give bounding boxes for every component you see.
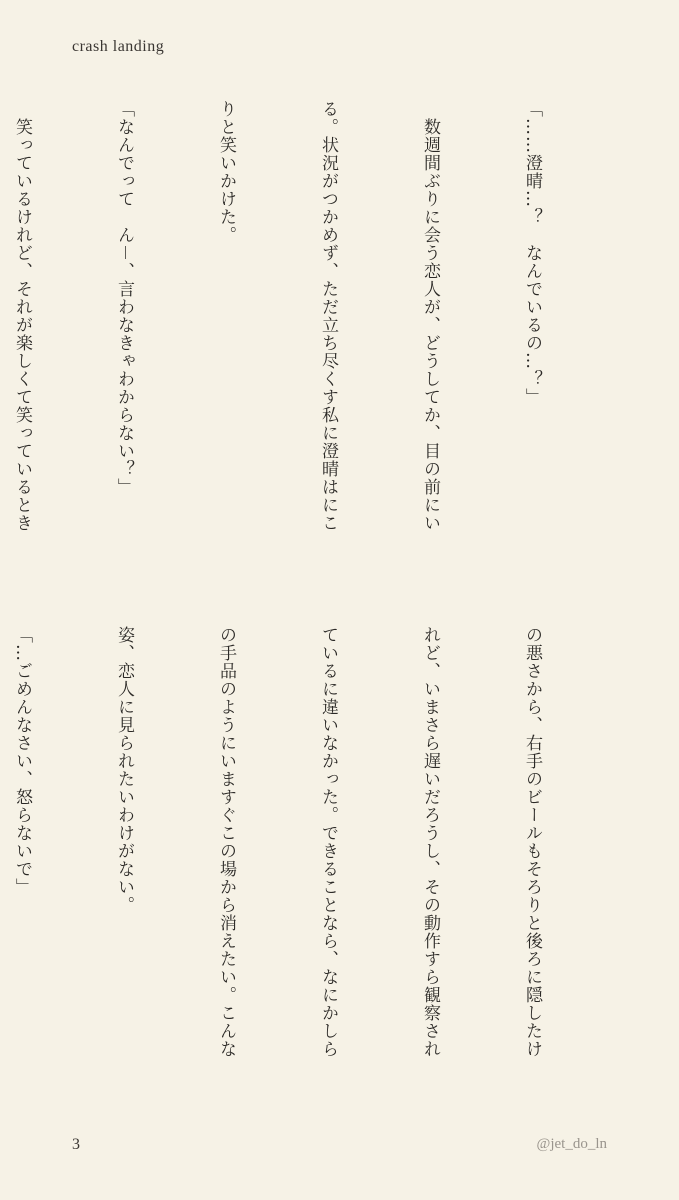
text-line: 「なんでって ん－、言わなきゃわからない？」 bbox=[114, 100, 134, 496]
page-header-title: crash landing bbox=[72, 38, 165, 55]
story-text-lower-block bbox=[12, 626, 617, 1114]
text-line: れど、いまさら遅いだろうし、その動作すら観察され bbox=[420, 626, 440, 1058]
text-line: 「…ごめんなさい、怒らないで」 bbox=[12, 626, 32, 896]
text-line: 数週間ぶりに会う恋人が、どうしてか、目の前にい bbox=[420, 100, 440, 532]
text-line: 「……澄晴…？ なんでいるの…？」 bbox=[522, 100, 542, 406]
text-line: の悪さから、右手のビールもそろりと後ろに隠したけ bbox=[522, 626, 542, 1058]
page-number: 3 bbox=[72, 1136, 80, 1153]
author-handle: @jet_do_ln bbox=[536, 1136, 607, 1152]
text-line: りと笑いかけた。 bbox=[216, 100, 236, 244]
story-text-upper-block bbox=[12, 100, 617, 588]
text-line: の手品のようにいますぐこの場から消えたい。こんな bbox=[216, 626, 236, 1058]
text-line: 姿、恋人に見られたいわけがない。 bbox=[114, 626, 134, 914]
text-line: る。状況がつかめず、ただ立ち尽くす私に澄晴はにこ bbox=[318, 100, 338, 532]
text-line: ているに違いなかった。できることなら、なにかしら bbox=[318, 626, 338, 1058]
text-line: 笑っているけれど、それが楽しくて笑っているとき bbox=[12, 100, 32, 532]
